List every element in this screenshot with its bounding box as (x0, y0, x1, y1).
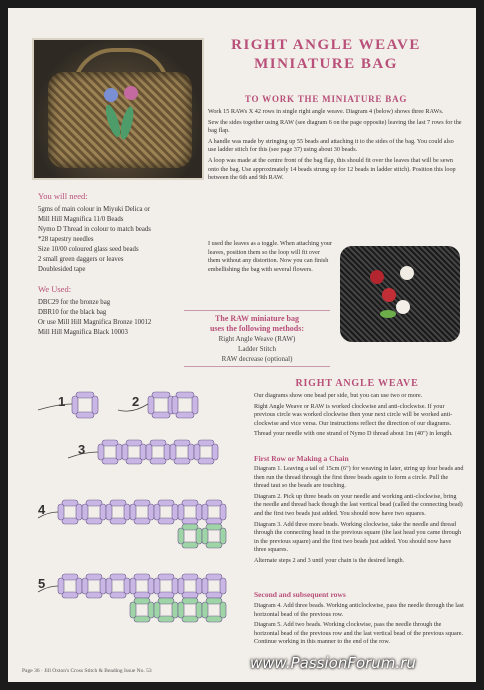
thread-line-1 (118, 404, 148, 411)
bead-25-t (158, 598, 174, 604)
bead-11-l (130, 504, 136, 520)
methods-box: The RAW miniature bag uses the following methods: Right Angle Weave (RAW) Ladder Stitch RAW decrease (optional) (209, 314, 304, 363)
bead-5-t (150, 440, 166, 446)
bead-7-r (212, 444, 218, 460)
bead-15-t (182, 524, 198, 530)
bead-14-r (220, 504, 226, 520)
bead-26-b (182, 616, 198, 622)
black-bag-photo (336, 240, 464, 348)
bead-6-b (174, 458, 190, 464)
bead-17-r (76, 578, 82, 594)
bead-9-t (86, 500, 102, 506)
flower-1 (104, 88, 118, 102)
bead-18-l (82, 578, 88, 594)
bead-21-l (154, 578, 160, 594)
bead-11-t (134, 500, 150, 506)
bead-3-r (116, 444, 122, 460)
bead-7-t (198, 440, 214, 446)
bead-0-t (76, 392, 94, 398)
bead-8-b (62, 518, 78, 524)
thread-line-4 (38, 586, 58, 592)
watermark: www.PassionForum.ru (250, 654, 416, 672)
bead-12-r (172, 504, 178, 520)
diagram-label-4: 4 (38, 502, 46, 517)
bronze-bag-photo (32, 38, 204, 180)
bead-9-l (82, 504, 88, 520)
bead-14-t (206, 500, 222, 506)
work-text: Work 15 RAWs X 42 rows in single right angle weave. Diagram 4 (below) shows three RAWs. Sew the sides together using RAW (see diagram 6 on the page opposite) leaving the last 7 rows for the bag flap. A handle was made by stringing up 55 beads and attaching it to the sides of the bag. You could also use ladder stitch for this (see page 37) using about 30 beads. A loop was made at the centre front of the bag flap, this should fit over the leaves that will be sewn onto the bag. Use approximately 14 beads strung up for 12 beads in ladder stitch). Position this loop between the 6th and 9th RAW. (208, 108, 462, 182)
bead-20-t (134, 574, 150, 580)
bead-27-l (202, 602, 208, 618)
bead-18-b (86, 592, 102, 598)
bead-16-l (202, 528, 208, 544)
methods-rule-bottom (184, 366, 330, 367)
bead-5-b (150, 458, 166, 464)
bead-19-r (124, 578, 130, 594)
bead-11-b (134, 518, 150, 524)
bead-10-t (110, 500, 126, 506)
bead-10-b (110, 518, 126, 524)
bead-2-t (176, 392, 194, 398)
bead-1-l (148, 396, 154, 414)
bead-18-r (100, 578, 106, 594)
bead-8-r (76, 504, 82, 520)
bead-22-l (178, 578, 184, 594)
bead-20-b (134, 592, 150, 598)
bead-19-b (110, 592, 126, 598)
bead-16-t (206, 524, 222, 530)
bead-13-r (196, 504, 202, 520)
diagram-label-1: 1 (58, 394, 66, 409)
bead-23-l (202, 578, 208, 594)
bead-4-b (126, 458, 142, 464)
bead-2-l (172, 396, 178, 414)
bead-27-b (206, 616, 222, 622)
bead-24-t (134, 598, 150, 604)
bead-10-l (106, 504, 112, 520)
bead-17-l (58, 578, 64, 594)
red-flower-2 (382, 288, 396, 302)
black-bag (340, 246, 460, 342)
magazine-page (8, 8, 476, 682)
bead-22-t (182, 574, 198, 580)
bead-27-r (220, 602, 226, 618)
raw-heading: RIGHT ANGLE WEAVE (295, 378, 419, 389)
bead-14-l (202, 504, 208, 520)
bead-12-b (158, 518, 174, 524)
bead-9-b (86, 518, 102, 524)
bead-23-b (206, 592, 222, 598)
bead-20-r (148, 578, 154, 594)
bead-0-r (92, 396, 98, 414)
bead-13-l (178, 504, 184, 520)
materials-sidebar: You will need: 5gms of main colour in Miyuki Delica or Mill Hill Magnifica 11/0 Beads Nymo D Thread in colour to match beads *28 tapestry needles Size 10/00 coloured glass seed beads 2 small green daggers or leaves Doublesided tape We Used: DBC29 for the bronze bag DBR10 for the black bag Or use Mill Hill Magnifica Bronze 10012 Mill Hill Magnifica Black 10003 (38, 190, 198, 338)
leaves-text: I used the leaves as a toggle. When attaching your leaves, position them so the loop will fit over them without any distortion. Now you can finish embellishing the bag with several flowers. (208, 240, 332, 273)
bead-23-t (206, 574, 222, 580)
bead-13-t (182, 500, 198, 506)
bead-4-t (126, 440, 142, 446)
bead-25-b (158, 616, 174, 622)
bead-3-l (98, 444, 104, 460)
bronze-bag (48, 72, 192, 168)
bead-21-b (158, 592, 174, 598)
bead-4-l (122, 444, 128, 460)
used-heading: We Used: (38, 284, 72, 294)
bead-3-b (102, 458, 118, 464)
bead-0-b (76, 412, 94, 418)
bead-24-l (130, 602, 136, 618)
bead-0-l (72, 396, 78, 414)
bead-8-l (58, 504, 64, 520)
bead-27-t (206, 598, 222, 604)
flower-2 (124, 86, 138, 100)
bead-22-b (182, 592, 198, 598)
bead-21-r (172, 578, 178, 594)
bead-19-l (106, 578, 112, 594)
bead-15-b (182, 542, 198, 548)
bead-3-t (102, 440, 118, 446)
bead-25-l (154, 602, 160, 618)
bead-5-r (164, 444, 170, 460)
bead-22-r (196, 578, 202, 594)
bead-9-r (100, 504, 106, 520)
thread-line-3 (38, 512, 58, 518)
bead-2-b (176, 412, 194, 418)
bead-5-l (146, 444, 152, 460)
bead-7-l (194, 444, 200, 460)
bead-15-l (178, 528, 184, 544)
bead-6-r (188, 444, 194, 460)
red-flower-1 (370, 270, 384, 284)
white-flower-2 (396, 300, 410, 314)
bead-25-r (172, 602, 178, 618)
bead-16-b (206, 542, 222, 548)
bead-2-r (192, 396, 198, 414)
work-heading: TO WORK THE MINIATURE BAG (244, 94, 408, 104)
bead-21-t (158, 574, 174, 580)
bead-20-l (130, 578, 136, 594)
diagram-label-3: 3 (78, 442, 86, 457)
green-leaf-3 (380, 310, 396, 318)
bead-6-t (174, 440, 190, 446)
bead-26-l (178, 602, 184, 618)
bead-6-l (170, 444, 176, 460)
bead-26-t (182, 598, 198, 604)
bead-13-b (182, 518, 198, 524)
white-flower-1 (400, 266, 414, 280)
bead-17-t (62, 574, 78, 580)
bead-17-b (62, 592, 78, 598)
bead-11-r (148, 504, 154, 520)
bead-16-r (220, 528, 226, 544)
second-row-text: Diagram 4. Add three beads. Working anticlockwise, pass the needle through the last horizontal bead of the previous row. Diagram 5. Add two beads. Working clockwise, pass the needle through the horizontal bead of the previous row and the last vertical bead of the previous square. Continue working in this manner to the end of the row. (254, 602, 464, 646)
thread-line-2 (68, 452, 98, 458)
bead-19-t (110, 574, 126, 580)
bead-15-r (196, 528, 202, 544)
bead-10-r (124, 504, 130, 520)
bead-24-b (134, 616, 150, 622)
raw-text: Our diagrams show one bead per side, but you can use two or more. Right Angle Weave or RAW is worked clockwise and anti-clockwise. If your previous circle was worked clockwise then your next circle will be worked anti-clockwise and vice versa. Our instructions reflect the direction of our diagrams. Thread your needle with one strand of Nymo D thread about 1m (40") in length. (254, 392, 453, 438)
bead-4-r (140, 444, 146, 460)
bead-7-b (198, 458, 214, 464)
diagram-label-2: 2 (132, 394, 140, 409)
bead-24-r (148, 602, 154, 618)
bead-diagram-art (28, 390, 252, 660)
bead-12-l (154, 504, 160, 520)
first-row-text: Diagram 1. Leaving a tail of 15cm (6") for weaving in later, string up four beads and then run the thread through the first three beads again to form a circle. Pull the thread taut so the beads are touching. Diagram 2. Pick up three beads on your needle and working anti-clockwise, bring the needle and thread back though the last vertical bead (called the connecting bead) and the first two beads just added. You should now have two squares. Diagram 3. Add three more beads. Working clockwise, take the needle and thread through the connecting head in the previous square (the last head you came through in the previous square) and the first two beads just added. You should now have three squares. Alternate steps 2 and 3 until your chain is the desired length. (254, 465, 464, 564)
second-row-heading: Second and subsequent rows (254, 590, 346, 599)
bead-18-t (86, 574, 102, 580)
methods-rule-top (184, 310, 330, 311)
raw-diagrams (28, 390, 252, 660)
bead-12-t (158, 500, 174, 506)
thread-line-0 (38, 404, 72, 410)
need-heading: You will need: (38, 191, 88, 201)
bead-1-b (152, 412, 170, 418)
page-title: RIGHT ANGLE WEAVE MINIATURE BAG (231, 37, 421, 72)
bead-1-t (152, 392, 170, 398)
bead-14-b (206, 518, 222, 524)
page-footer: Page 36 · Jill Oxton's Cross Stitch & Beading Issue No. 53 (22, 668, 152, 674)
bead-23-r (220, 578, 226, 594)
diagram-label-5: 5 (38, 576, 46, 591)
bead-8-t (62, 500, 78, 506)
bead-26-r (196, 602, 202, 618)
first-row-heading: First Row or Making a Chain (254, 454, 349, 463)
